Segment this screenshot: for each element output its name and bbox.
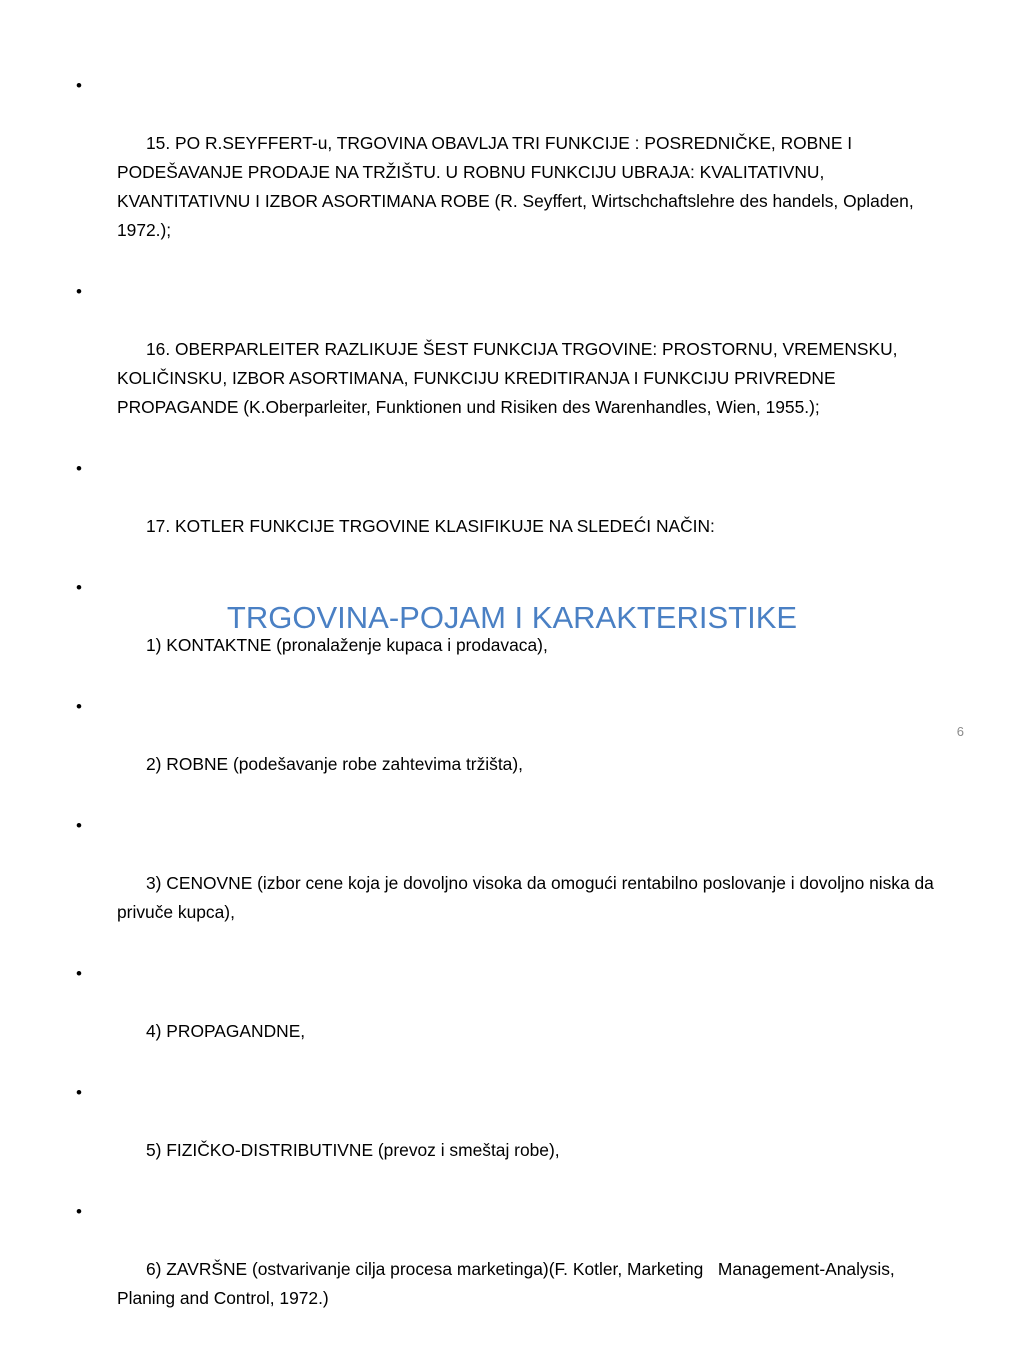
list-item: [76, 1078, 956, 1194]
bullet-icon: •: [76, 578, 82, 597]
list-item: [76, 71, 956, 274]
list-item-text: 6) ZAVRŠNE (ostvarivanje cilja procesa marketinga)(F. Kotler, Marketing Management-Analysis, Planing and Control, 1972.): [117, 1259, 900, 1308]
list-item-text: 16. OBERPARLEITER RAZLIKUJE ŠEST FUNKCIJA TRGOVINE: PROSTORNU, VREMENSKU, KOLIČINSKU, IZBOR ASORTIMANA, FUNKCIJU KREDITIRANJA I FUNKCIJU PRIVREDNE PROPAGANDE (K.Oberparleiter, Funktionen und Risiken des Warenhandles, Wien, 1955.);: [117, 339, 903, 417]
list-item: [76, 811, 956, 956]
page-number: 6: [956, 724, 964, 739]
list-item: [76, 277, 956, 451]
list-item-text: 15. PO R.SEYFFERT-u, TRGOVINA OBAVLJA TRI FUNKCIJE : POSREDNIČKE, ROBNE I PODEŠAVANJE PRODAJE NA TRŽIŠTU. U ROBNU FUNKCIJU UBRAJA: KVALITATIVNU, KVANTITATIVNU I IZBOR ASORTIMANA ROBE (R. Seyffert, Wirtschchaftslehre des handels, Opladen, 1972.);: [117, 133, 919, 240]
bullet-icon: •: [76, 282, 82, 301]
list-item-text: 17. KOTLER FUNKCIJE TRGOVINE KLASIFIKUJE NA SLEDEĆI NAČIN:: [146, 516, 715, 536]
list-item-text: 3) CENOVNE (izbor cene koja je dovoljno visoka da omogući rentabilno poslovanje i dovoljno niska da privuče kupca),: [117, 873, 939, 922]
bullet-icon: •: [76, 697, 82, 716]
bullet-list: [76, 71, 956, 1345]
bullet-icon: •: [76, 1083, 82, 1102]
bullet-icon: •: [76, 76, 82, 95]
list-item-text: 1) KONTAKTNE (pronalaženje kupaca i prodavaca),: [146, 635, 548, 655]
list-item: [76, 692, 956, 808]
list-item: [76, 959, 956, 1075]
bullet-icon: •: [76, 1202, 82, 1221]
bullet-icon: •: [76, 964, 82, 983]
list-item: [76, 1197, 956, 1342]
list-item: [76, 454, 956, 570]
bullet-icon: •: [76, 459, 82, 478]
list-item-text: 4) PROPAGANDNE,: [146, 1021, 306, 1041]
slide-title: TRGOVINA-POJAM I KARAKTERISTIKE: [226, 600, 798, 635]
list-item-text: 5) FIZIČKO-DISTRIBUTIVNE (prevoz i smeštaj robe),: [146, 1140, 560, 1160]
list-item-text: 2) ROBNE (podešavanje robe zahtevima tržišta),: [146, 754, 523, 774]
bullet-icon: •: [76, 816, 82, 835]
